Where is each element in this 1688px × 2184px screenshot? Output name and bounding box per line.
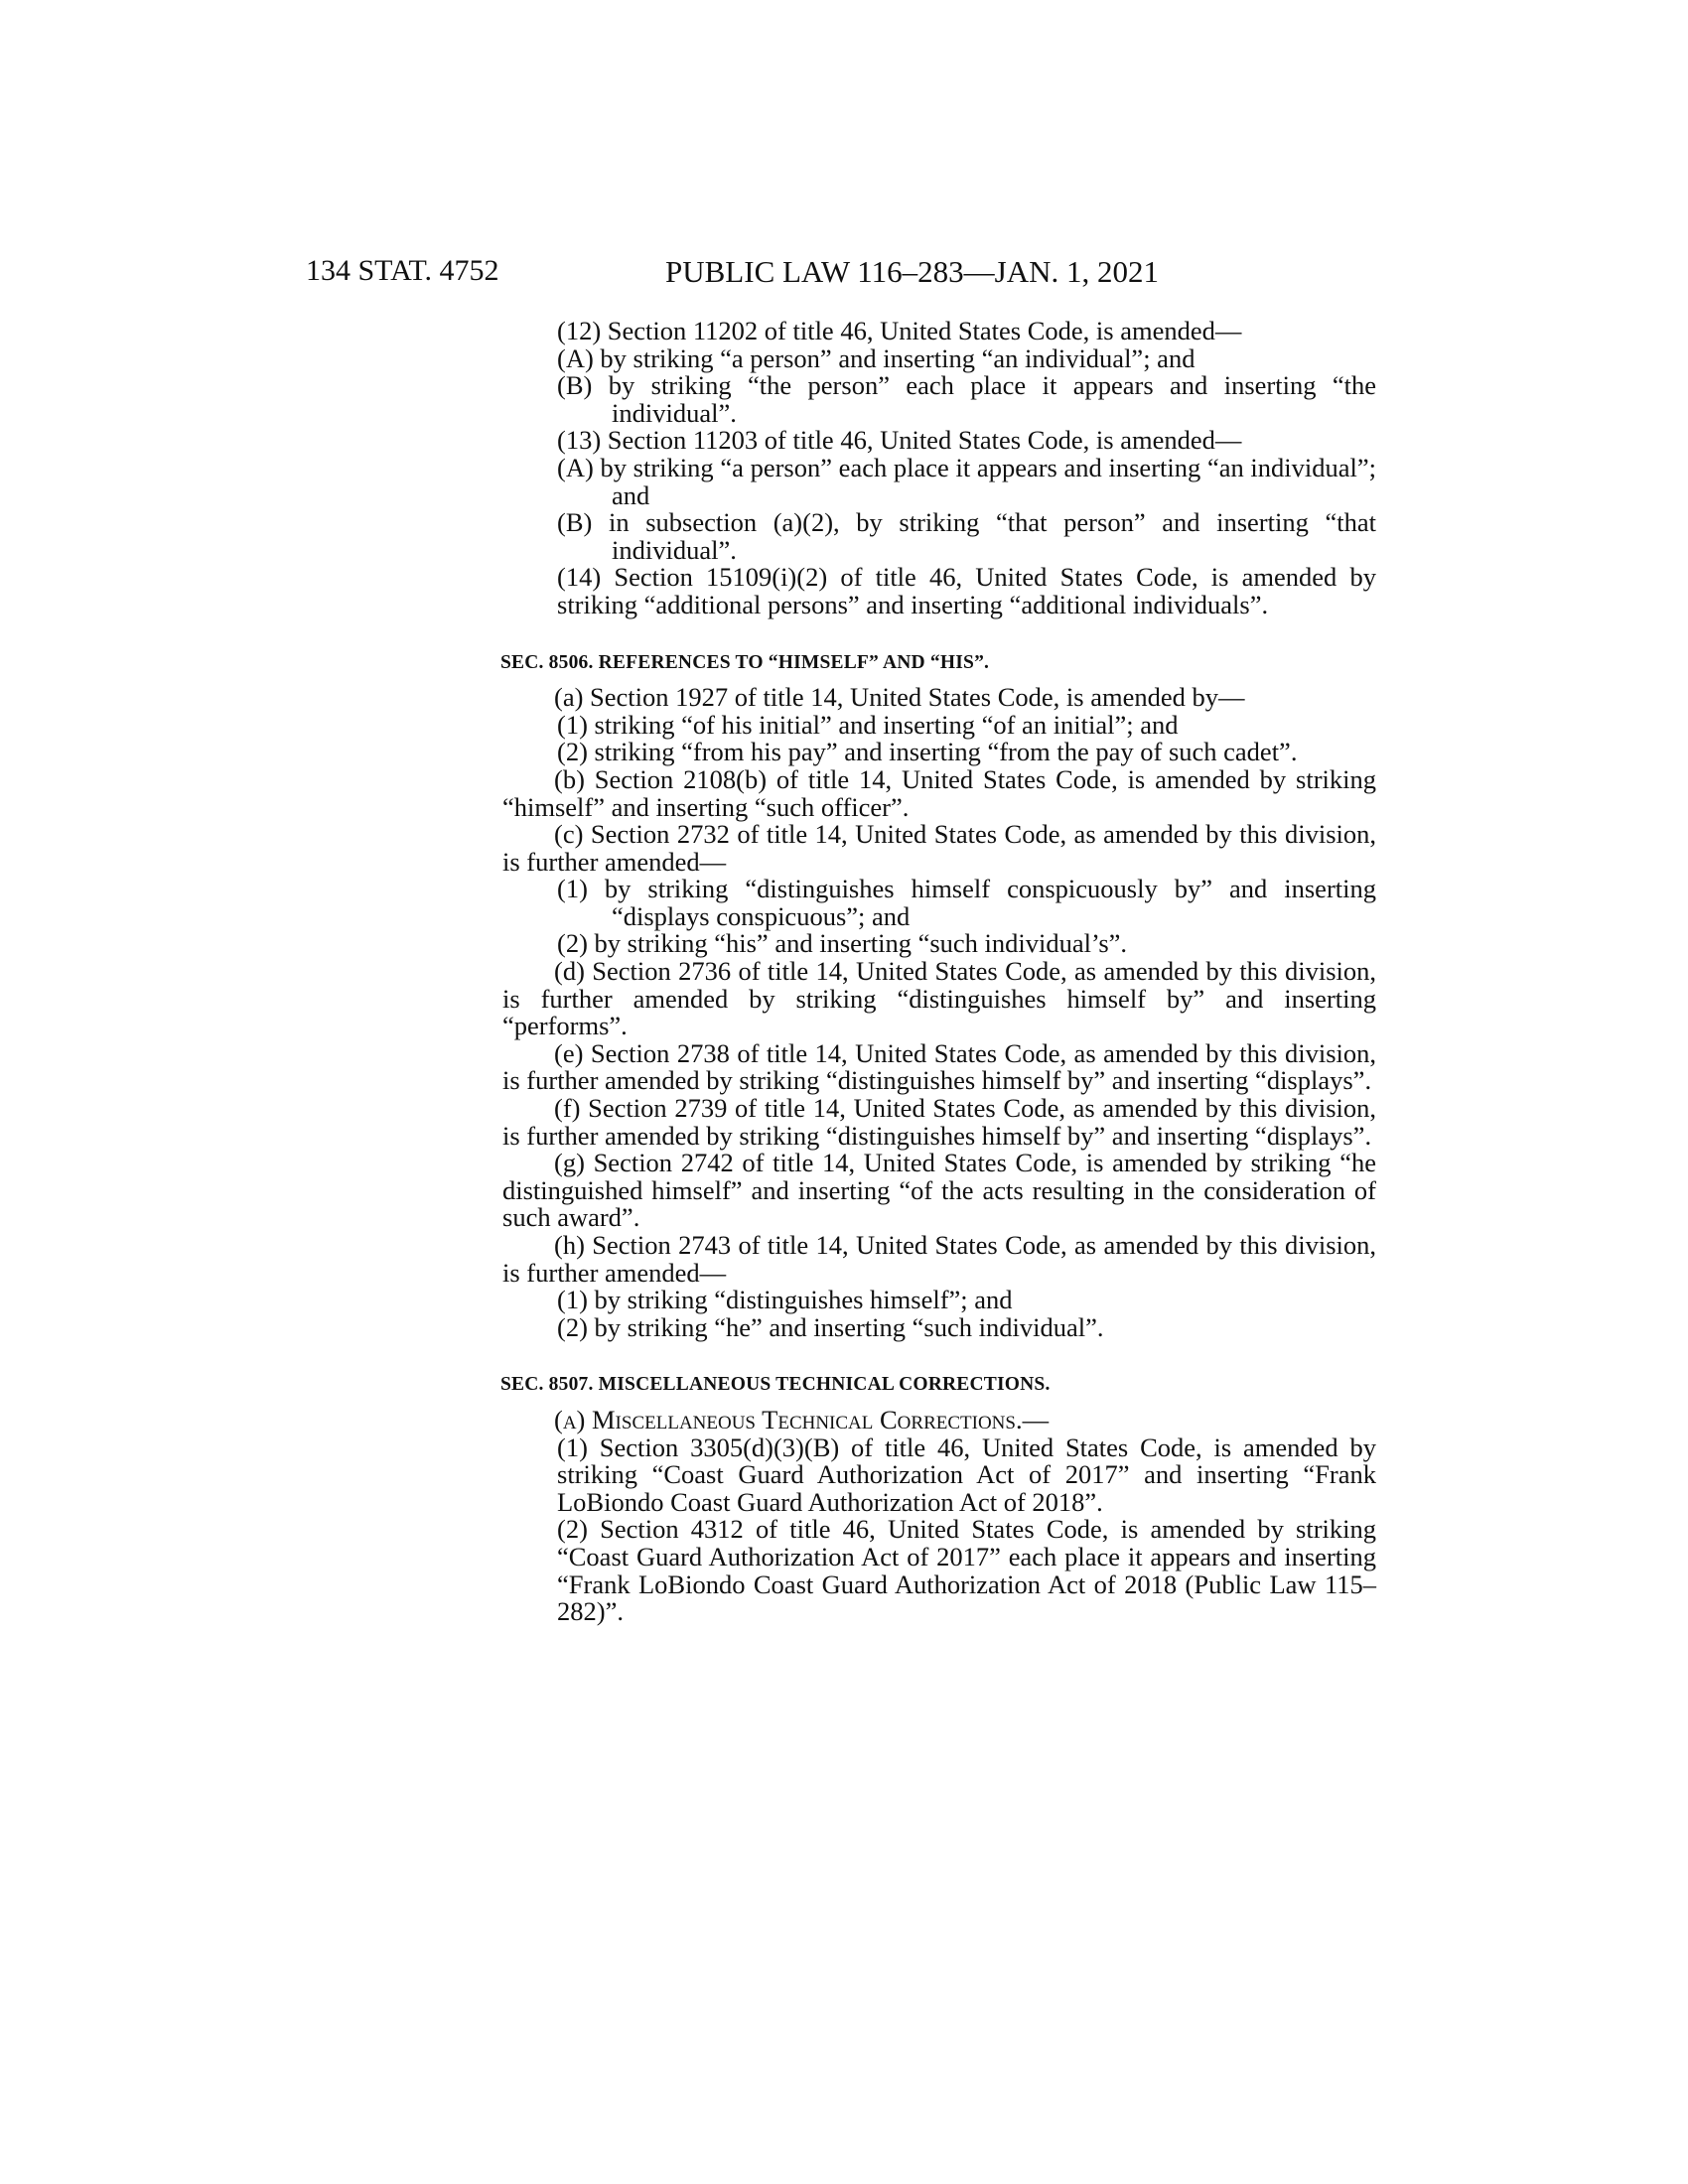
subsection-c-2: (2) by striking “his” and inserting “such individual’s”.	[557, 928, 1128, 959]
document-body	[502, 318, 1376, 1626]
section-8506-heading: SEC. 8506. REFERENCES TO “HIMSELF” AND “HIS”.	[500, 651, 990, 673]
subsection-h-2: (2) by striking “he” and inserting “such individual”.	[557, 1311, 1104, 1342]
subsection-c: (c) Section 2732 of title 14, United States Code, as amended by this division, is further amended—	[502, 819, 1376, 877]
subsection-e: (e) Section 2738 of title 14, United States Code, as amended by this division, is further amended by striking “distinguishes himself by” and inserting “displays”.	[502, 1037, 1376, 1096]
paragraph-13: (13) Section 11203 of title 46, United States Code, is amended—	[557, 425, 1242, 456]
correction-2: (2) Section 4312 of title 46, United States Code, is amended by striking “Coast Guard Authorization Act of 2017” each place it appears and inserting “Frank LoBiondo Coast Guard Authorization Act of 2018 (Public Law 115–282)”.	[557, 1514, 1376, 1627]
subsection-heading-a: (a) Miscellaneous Technical Corrections.—	[554, 1404, 1050, 1434]
subsection-a-1: (1) striking “of his initial” and inserting “of an initial”; and	[557, 709, 1179, 740]
paragraph-12: (12) Section 11202 of title 46, United States Code, is amended—	[557, 316, 1242, 345]
section-8507-heading: SEC. 8507. MISCELLANEOUS TECHNICAL CORRECTIONS.	[500, 1374, 1051, 1396]
subsection-h: (h) Section 2743 of title 14, United States Code, as amended by this division, is further amended—	[502, 1230, 1376, 1288]
subsection-a-2: (2) striking “from his pay” and inserting “from the pay of such cadet”.	[557, 737, 1298, 767]
correction-1: (1) Section 3305(d)(3)(B) of title 46, United States Code, is amended by striking “Coast Guard Authorization Act of 2017” and inserting “Frank LoBiondo Coast Guard Authorization Act of 2018”.	[557, 1432, 1376, 1517]
statute-page-reference: 134 STAT. 4752	[306, 254, 499, 287]
subsection-d: (d) Section 2736 of title 14, United States Code, as amended by this division, is further amended by striking “distinguishes himself by” and inserting “performs”.	[502, 956, 1376, 1041]
paragraph-14: (14) Section 15109(i)(2) of title 46, United States Code, is amended by striking “additional persons” and inserting “additional individuals”.	[557, 562, 1376, 619]
subparagraph-13-b: (B) in subsection (a)(2), by striking “that person” and inserting “that individual”.	[557, 507, 1376, 565]
public-law-title: PUBLIC LAW 116–283—JAN. 1, 2021	[665, 254, 1159, 289]
subsection-f: (f) Section 2739 of title 14, United States Code, as amended by this division, is further amended by striking “distinguishes himself by” and inserting “displays”.	[502, 1093, 1376, 1151]
subsection-g: (g) Section 2742 of title 14, United States Code, is amended by striking “he distinguished himself” and inserting “of the acts resulting in the consideration of such award”.	[502, 1148, 1376, 1233]
subparagraph-12-b: (B) by striking “the person” each place it appears and inserting “the individual”.	[557, 370, 1376, 428]
subsection-a: (a) Section 1927 of title 14, United States Code, is amended by—	[554, 682, 1245, 713]
subsection-h-1: (1) by striking “distinguishes himself”; and	[557, 1285, 1013, 1315]
subsection-c-1: (1) by striking “distinguishes himself conspicuously by” and inserting “displays conspicuous”; and	[557, 874, 1376, 931]
page-header	[306, 254, 1378, 290]
subparagraph-13-a: (A) by striking “a person” each place it appears and inserting “an individual”; and	[557, 452, 1376, 510]
subparagraph-12-a: (A) by striking “a person” and inserting “an individual”; and	[557, 342, 1196, 373]
subsection-b: (b) Section 2108(b) of title 14, United States Code, is amended by striking “himself” and inserting “such officer”.	[502, 763, 1376, 822]
